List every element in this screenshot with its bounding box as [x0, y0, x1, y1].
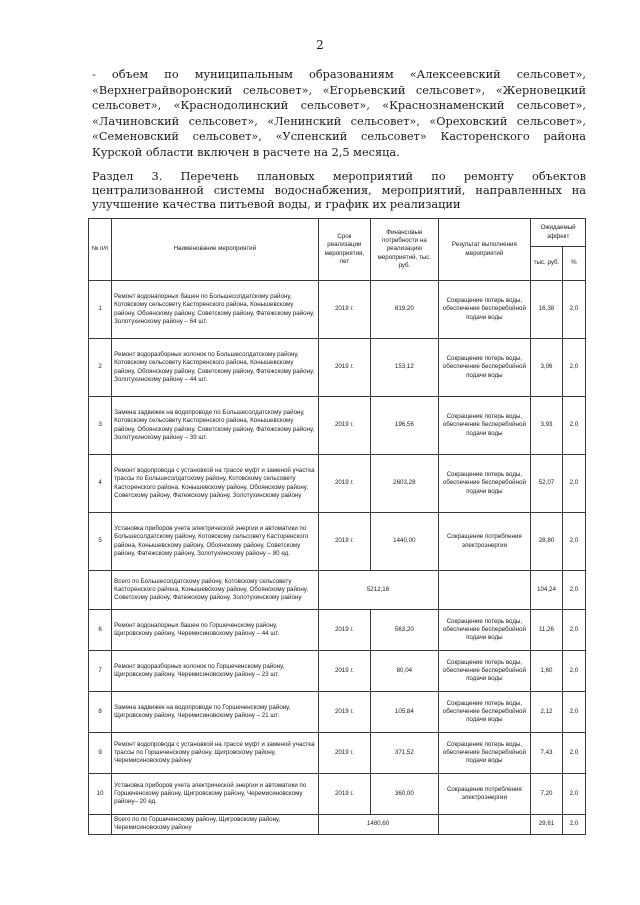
row-financing: 105,84 [371, 692, 438, 733]
header-name: Наименование мероприятий [112, 219, 318, 281]
table-row [89, 397, 586, 455]
header-term: Срок реализации мероприятия, лет [318, 219, 371, 281]
row-effect-rub: 2,12 [531, 692, 563, 733]
row-financing: 563,20 [371, 610, 438, 651]
header-pct: % [562, 247, 585, 281]
row-effect-pct: 2,0 [562, 339, 585, 397]
row-num: 4 [89, 455, 112, 513]
row-financing: 360,00 [371, 774, 438, 815]
row-effect-pct: 2,0 [562, 692, 585, 733]
subtotal-effect-pct: 2,0 [562, 815, 585, 835]
row-name: Установка приборов учета электрической энергии и автоматики по Большесолдатскому району, Котовскому сельсовету Касторенского района, Конышевскому району, Обоянскому району, Советскому району, Фатежскому району, Золотухинскому району – 80 ед. [112, 513, 318, 571]
row-term: 2019 г. [318, 774, 371, 815]
row-term: 2019 г. [318, 610, 371, 651]
row-name: Ремонт водопровода с установкой на трассе муфт и заменой участка трассы по Большесолдатскому району, Котовскому сельсовету Касторенского района, Конышевскому району, Обоянскому району, Советскому району, Фатежскому району, Золотухинскому району [112, 455, 318, 513]
row-financing: 819,20 [371, 281, 438, 339]
row-result: Сокращение потерь воды, обеспечение бесперебойной подачи воды [438, 397, 531, 455]
row-effect-pct: 2,0 [562, 513, 585, 571]
row-effect-rub: 3,93 [531, 397, 563, 455]
subtotal-row [89, 815, 586, 835]
row-result: Сокращение потерь воды, обеспечение бесперебойной подачи воды [438, 692, 531, 733]
header-num: № п/п [89, 219, 112, 281]
table-row [89, 281, 586, 339]
row-effect-rub: 7,20 [531, 774, 563, 815]
row-result: Сокращение потерь воды, обеспечение бесперебойной подачи воды [438, 610, 531, 651]
row-effect-pct: 2,0 [562, 774, 585, 815]
row-effect-rub: 11,26 [531, 610, 563, 651]
row-name: Ремонт водонапорных башен по Большесолдатскому району, Котовскому сельсовету Касторенского района, Конышевскому району, Обоянскому району, Советскому району, Фатежскому району, Золотухинскому району – 64 шт. [112, 281, 318, 339]
section-heading: Раздел 3. Перечень плановых мероприятий по ремонту объектов централизованной системы водоснабжения, мероприятий, направленных на улучшение качества питьевой воды, и график их реализации [92, 170, 586, 211]
intro-paragraph: - объем по муниципальным образованиям «Алексеевский сельсовет», «Верхнеграйворонский сельсовет», «Егорьевский сельсовет», «Жерновецкий сельсовет», «Краснодолинский сельсовет», «Краснознаменский сельсовет», «Лачиновский сельсовет», «Ленинский сельсовет», «Ореховский сельсовет», «Семеновский сельсовет», «Успенский сельсовет» Касторенского района Курской области включен в расчете на 2,5 месяца. [92, 68, 586, 159]
row-num: 8 [89, 692, 112, 733]
row-name: Замена задвижек на водопроводе по Горшеченскому району, Щигровскому району, Черемисиновскому району – 21 шт. [112, 692, 318, 733]
row-term: 2019 г. [318, 397, 371, 455]
row-num: 9 [89, 733, 112, 774]
row-num: 7 [89, 651, 112, 692]
subtotal-result [438, 571, 531, 610]
header-effect: Ожидаемый эффект [531, 219, 586, 247]
row-term: 2019 г. [318, 651, 371, 692]
row-financing: 153,12 [371, 339, 438, 397]
row-effect-rub: 1,60 [531, 651, 563, 692]
row-name: Замена задвижек на водопроводе по Большесолдатскому району, Котовскому сельсовету Касторенского района, Конышевскому району, Обоянскому району, Советскому району, Фатежскому району, Золотухинскому району – 39 шт. [112, 397, 318, 455]
row-term: 2019 г. [318, 281, 371, 339]
subtotal-effect-pct: 2,0 [562, 571, 585, 610]
subtotal-financing: 5212,16 [318, 571, 438, 610]
row-financing: 371,52 [371, 733, 438, 774]
row-num: 2 [89, 339, 112, 397]
subtotal-name: Всего по по Горшеченскому району, Щигровскому району, Черемисиновскому району [112, 815, 318, 835]
table-row [89, 651, 586, 692]
subtotal-effect-rub: 104,24 [531, 571, 563, 610]
row-effect-rub: 3,06 [531, 339, 563, 397]
row-effect-pct: 2,0 [562, 610, 585, 651]
row-effect-rub: 16,38 [531, 281, 563, 339]
row-result: Сокращение потребления электроэнергии [438, 774, 531, 815]
row-financing: 1440,00 [371, 513, 438, 571]
table-row [89, 455, 586, 513]
row-financing: 196,56 [371, 397, 438, 455]
row-term: 2019 г. [318, 455, 371, 513]
row-result: Сокращение потребления электроэнергии [438, 513, 531, 571]
table-row [89, 692, 586, 733]
subtotal-financing: 1480,60 [318, 815, 438, 835]
table-row [89, 513, 586, 571]
plan-table [88, 218, 586, 835]
row-effect-pct: 2,0 [562, 281, 585, 339]
row-result: Сокращение потерь воды, обеспечение бесперебойной подачи воды [438, 339, 531, 397]
row-num: 6 [89, 610, 112, 651]
header-rub: тыс. руб. [531, 247, 563, 281]
row-term: 2019 г. [318, 339, 371, 397]
subtotal-name: Всего по Большесолдатскому району, Котовскому сельсовету Касторенского района, Конышевскому району, Обоянскому району, Советскому району, Фатежскому району, Золотухинскому району [112, 571, 318, 610]
row-effect-rub: 28,80 [531, 513, 563, 571]
subtotal-effect-rub: 29,61 [531, 815, 563, 835]
row-result: Сокращение потерь воды, обеспечение бесперебойной подачи воды [438, 733, 531, 774]
row-effect-pct: 2,0 [562, 455, 585, 513]
row-term: 2019 г. [318, 692, 371, 733]
row-name: Ремонт водонапорных башен по Горшеченскому району, Щигровскому району, Черемисиновскому району – 44 шт. [112, 610, 318, 651]
row-effect-pct: 2,0 [562, 651, 585, 692]
row-effect-pct: 2,0 [562, 397, 585, 455]
row-num: 5 [89, 513, 112, 571]
page-number: 2 [316, 38, 324, 52]
header-financing: Финансовые потребности на реализацию мероприятий, тыс. руб. [371, 219, 438, 281]
row-num: 3 [89, 397, 112, 455]
row-name: Установка приборов учета электрической энергии и автоматики по Горшеченскому району, Щигровскому району, Черемисиновскому району– 20 ед. [112, 774, 318, 815]
row-effect-rub: 52,07 [531, 455, 563, 513]
row-financing: 80,04 [371, 651, 438, 692]
row-financing: 2603,28 [371, 455, 438, 513]
row-num: 10 [89, 774, 112, 815]
row-effect-pct: 2,0 [562, 733, 585, 774]
row-name: Ремонт водопровода с установкой на трассе муфт и заменой участка трассы по Горшеченскому району, Щигровскому району, Черемисиновскому району [112, 733, 318, 774]
row-effect-rub: 7,43 [531, 733, 563, 774]
row-result: Сокращение потерь воды, обеспечение бесперебойной подачи воды [438, 281, 531, 339]
row-name: Ремонт водоразборных колонок по Горшеченскому району, Щигровскому району, Черемисиновскому району – 23 шт. [112, 651, 318, 692]
row-result: Сокращение потерь воды, обеспечение бесперебойной подачи воды [438, 651, 531, 692]
table-row [89, 339, 586, 397]
subtotal-num [89, 815, 112, 835]
subtotal-num [89, 571, 112, 610]
table-row [89, 774, 586, 815]
row-num: 1 [89, 281, 112, 339]
subtotal-result [438, 815, 531, 835]
row-name: Ремонт водоразборных колонок по Большесолдатскому району, Котовскому сельсовету Касторенского района, Конышевскому району, Обоянскому району, Советскому району, Фатежскому району, Золотухинскому району – 44 шт. [112, 339, 318, 397]
row-term: 2019 г. [318, 513, 371, 571]
row-result: Сокращение потерь воды, обеспечение бесперебойной подачи воды [438, 455, 531, 513]
table-row [89, 610, 586, 651]
table-row [89, 733, 586, 774]
header-result: Результат выполнения мероприятий [438, 219, 531, 281]
subtotal-row [89, 571, 586, 610]
row-term: 2019 г. [318, 733, 371, 774]
